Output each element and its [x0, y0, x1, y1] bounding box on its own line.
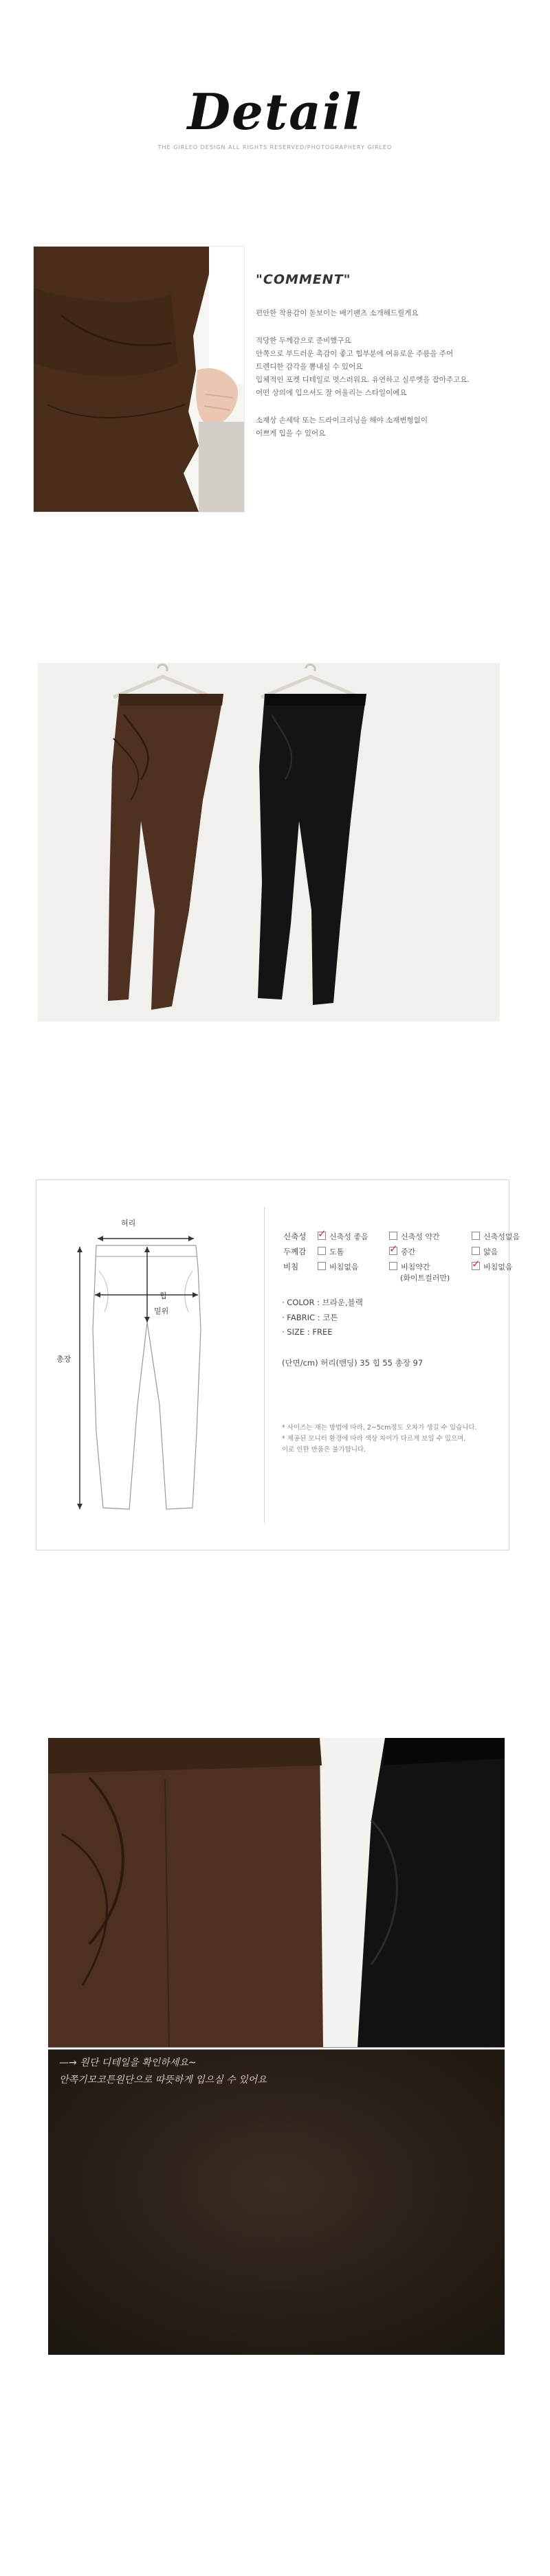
note-line: 이로 인한 반품은 불가합니다.	[282, 1446, 366, 1454]
spec-color: · COLOR : 브라운,블랙	[282, 1298, 363, 1307]
option-stretch-some: 신축성 약간	[389, 1231, 440, 1242]
page-title: Detail	[187, 82, 363, 141]
note-line: * 제공된 모니터 환경에 따라 색상 차이가 다르게 보일 수 있으며,	[282, 1435, 466, 1443]
option-thick: 도톰	[318, 1246, 344, 1257]
checkbox-icon	[389, 1232, 397, 1240]
spec-fabric: · FABRIC : 코튼	[282, 1313, 338, 1322]
hip-label: 힙	[160, 1291, 167, 1300]
option-stretch-good: ✓ 신축성 좋음	[318, 1231, 368, 1242]
checkbox-icon	[472, 1247, 480, 1255]
option-sheer-none: 비침없음	[318, 1261, 359, 1272]
comment-line: 소재상 손세탁 또는 드라이크리닝을 해야 소재변형없이	[256, 416, 428, 425]
size-diagram	[76, 1226, 248, 1531]
comment-line: 어떤 상의에 입으셔도 잘 어울리는 스타일이예요	[256, 389, 407, 397]
checkbox-checked-icon	[472, 1262, 480, 1270]
checkbox-icon	[318, 1247, 326, 1255]
comment-line: 입체적인 포켓 디테일로 멋스러워요. 유연하고 실루엣을 잡아주고요.	[256, 376, 470, 384]
checkbox-icon	[389, 1262, 397, 1270]
spec-measure: (단면/cm) 허리(밴딩) 35 힙 55 총장 97	[282, 1358, 424, 1368]
option-thin: 얇음	[472, 1246, 498, 1257]
option-stretch-none: 신축성없음	[472, 1231, 520, 1242]
detail-caption-line2: 안쪽기모코튼원단으로 따뜻하게 입으실 수 있어요	[59, 2075, 267, 2086]
option-name-sheer: 비침	[283, 1262, 299, 1272]
checkbox-checked-icon	[389, 1247, 397, 1255]
option-medium: ✓ 중간	[389, 1246, 415, 1257]
rise-label: 밑위	[154, 1307, 169, 1315]
comment-line: 적당한 두께감으로 준비했구요	[256, 337, 351, 345]
length-label: 총장	[56, 1355, 72, 1364]
product-hanger-photo	[38, 663, 500, 1021]
option-sheer-some: 비침약간	[389, 1261, 430, 1272]
option-sheer-no: ✓비침없음	[472, 1261, 513, 1272]
detail-caption-line1: —→ 원단 디테일을 확인하세요~	[59, 2057, 197, 2068]
comment-line: 안쪽으로 부드러운 촉감이 좋고 힙부분에 여유로운 주름을 주어	[256, 350, 454, 358]
note-line: * 사이즈는 재는 방법에 따라, 2~5cm정도 오차가 생길 수 있습니다.	[282, 1424, 477, 1432]
comment-line: 편안한 착용감이 돋보이는 배기팬츠 소개해드릴게요	[256, 309, 419, 317]
checkbox-icon	[318, 1262, 326, 1270]
comment-line: 트렌디한 감각을 뽐내실 수 있어요	[256, 363, 363, 371]
option-sheer-sub: (화이트컬러만)	[400, 1274, 450, 1283]
option-name-thickness: 두께감	[283, 1247, 307, 1256]
comment-title: "COMMENT"	[256, 272, 351, 287]
panel-divider	[264, 1207, 265, 1523]
fabric-detail-photo	[48, 1738, 505, 2355]
product-closeup-photo	[33, 246, 245, 512]
option-name-stretch: 신축성	[283, 1232, 307, 1241]
checkbox-icon	[472, 1232, 480, 1240]
checkbox-checked-icon	[318, 1232, 326, 1240]
comment-line: 이쁘게 입을 수 있어요	[256, 429, 326, 438]
copyright-subtitle: THE GIRLEO DESIGN ALL RIGHTS RESERVED/PHOTOGRAPHERY GIRLEO	[157, 144, 393, 150]
waist-label: 허리	[121, 1219, 136, 1228]
spec-size: · SIZE : FREE	[282, 1327, 333, 1337]
